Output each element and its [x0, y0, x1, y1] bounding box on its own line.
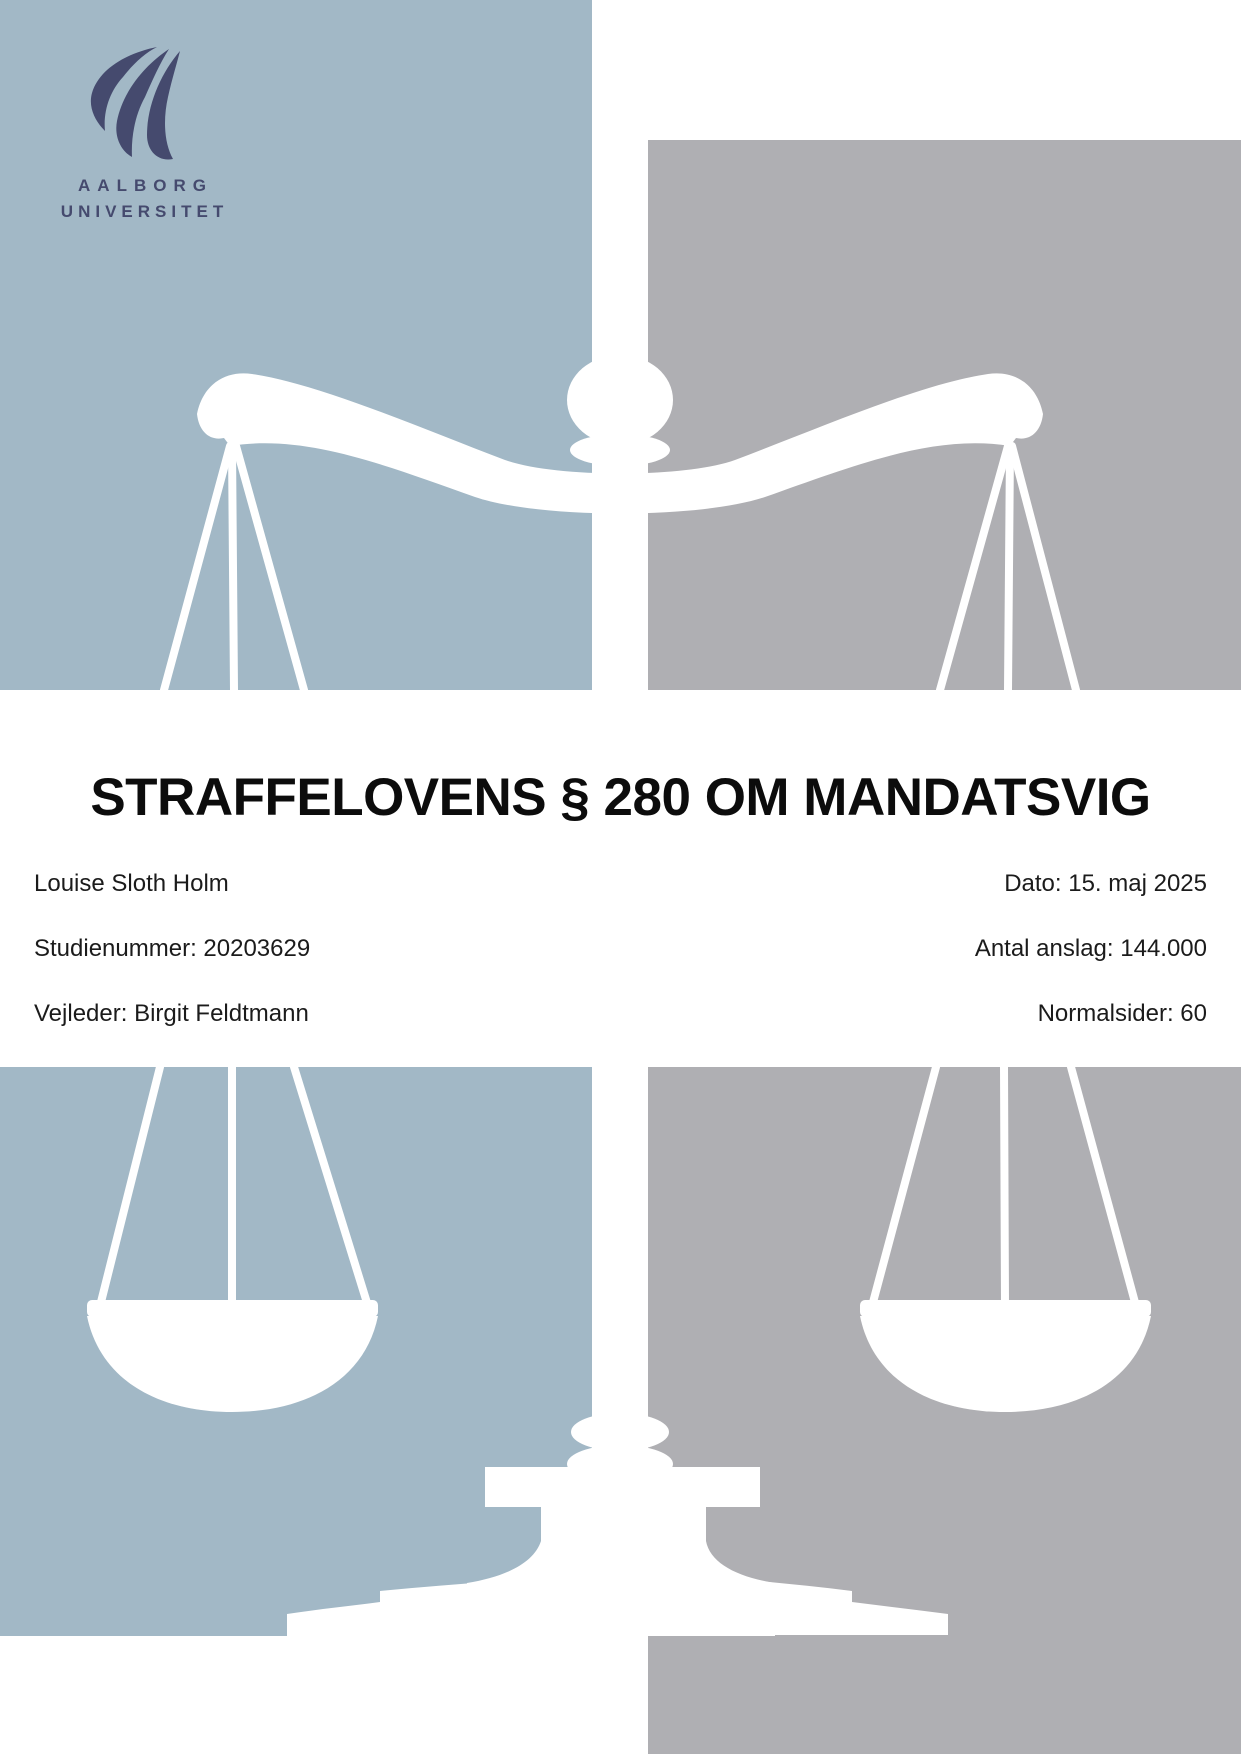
logo-line-universitet: UNIVERSITET	[60, 202, 229, 221]
info-row-supervisor-pages	[34, 1000, 1207, 1065]
pedestal-tier	[541, 1505, 706, 1543]
logo-line-aalborg: AALBORG	[78, 176, 213, 195]
student-number: Studienummer: 20203629	[34, 935, 311, 962]
normal-pages: Normalsider: 60	[1037, 1000, 1207, 1027]
info-row-studentnumber-characters	[34, 935, 1207, 1000]
page-title: STRAFFELOVENS § 280 OM MANDATSVIG	[90, 767, 1151, 827]
date-value: Dato: 15. maj 2025	[1004, 870, 1207, 897]
string-top-right-b	[1008, 446, 1010, 690]
finial-collar	[570, 434, 670, 466]
info-section	[34, 870, 1207, 1065]
aalborg-university-logo	[42, 43, 242, 220]
character-count: Antal anslag: 144.000	[974, 935, 1207, 962]
aalborg-university-logo-mark	[86, 43, 198, 163]
info-row-author-date	[34, 870, 1207, 935]
bottom-right-gray-block	[648, 1067, 1241, 1754]
supervisor-name: Vejleder: Birgit Feldtmann	[34, 1000, 309, 1027]
finial-vase	[567, 355, 673, 445]
pedestal-crossbar	[485, 1467, 760, 1507]
author-name: Louise Sloth Holm	[34, 870, 229, 897]
string-top-left-b	[232, 446, 234, 690]
string-bottom-right-b	[1004, 1067, 1005, 1306]
logo-wordmark	[42, 177, 242, 220]
